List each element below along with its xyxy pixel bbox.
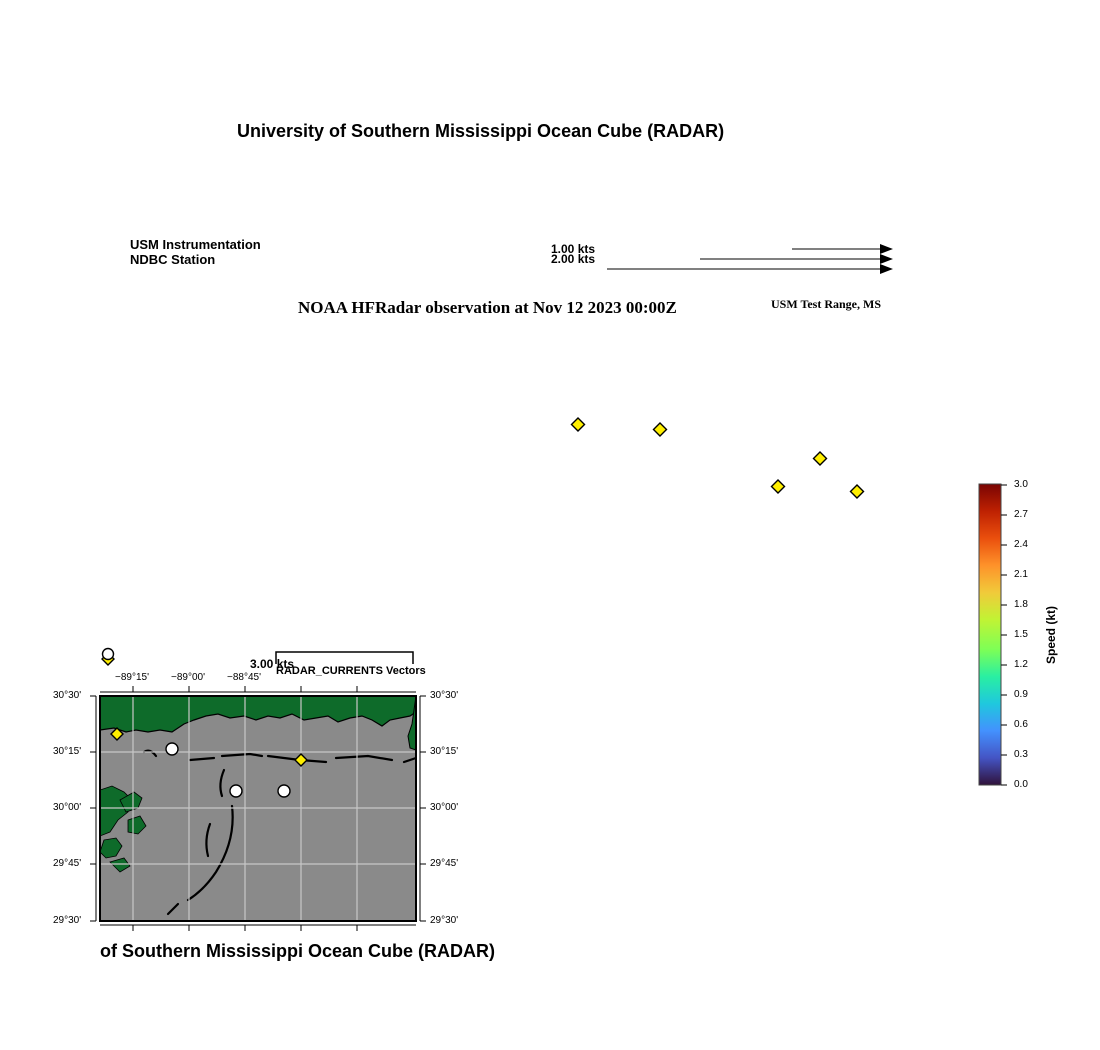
lat-label-right: 29°45' [430, 858, 459, 869]
map-bottom-title: of Southern Mississippi Ocean Cube (RADAR) [100, 941, 496, 961]
map-usm-marker [278, 785, 290, 797]
lat-label-left: 30°30' [53, 690, 82, 701]
colorbar-tick: 0.3 [1014, 749, 1028, 760]
lat-label-right: 30°00' [430, 802, 459, 813]
vector-scale-label-2kt: 2.00 kts [551, 252, 596, 266]
colorbar-tick: 0.9 [1014, 689, 1028, 700]
colorbar-tick: 1.8 [1014, 599, 1028, 610]
colorbar-tick: 3.0 [1014, 479, 1028, 490]
colorbar-tick: 0.6 [1014, 719, 1028, 730]
map-scale-label: 3.00 kts [250, 657, 295, 671]
gulf-coast-map [90, 686, 426, 931]
vector-scale-arrows [607, 244, 893, 274]
ndbc-station-marker [654, 423, 667, 436]
scale-arrowhead-3kt [880, 264, 893, 274]
colorbar-tick: 2.7 [1014, 509, 1028, 520]
lat-label-left: 29°30' [53, 915, 82, 926]
scale-arrowhead-1kt [880, 244, 893, 254]
ndbc-station-marker [572, 418, 585, 431]
test-range-label: USM Test Range, MS [771, 297, 882, 311]
lat-label-left: 29°45' [53, 858, 82, 869]
observation-subtitle: NOAA HFRadar observation at Nov 12 2023 00:00Z [298, 298, 677, 317]
ndbc-station-marker [814, 452, 827, 465]
floating-ndbc-markers [102, 418, 864, 665]
scale-arrowhead-2kt [880, 254, 893, 264]
colorbar-gradient [979, 484, 1001, 785]
colorbar-tick: 0.0 [1014, 779, 1028, 790]
map-usm-marker [230, 785, 242, 797]
ndbc-station-marker [851, 485, 864, 498]
legend-usm-marker [103, 649, 114, 660]
map-scale-box [276, 652, 413, 664]
colorbar-tick: 1.2 [1014, 659, 1028, 670]
page-title: University of Southern Mississippi Ocean Cube (RADAR) [237, 121, 725, 141]
legend-usm-instrumentation: USM Instrumentation [130, 237, 261, 252]
speed-colorbar [979, 484, 1007, 785]
colorbar-tick: 2.1 [1014, 569, 1028, 580]
lon-label: −89°00' [171, 672, 205, 683]
colorbar-tick: 1.5 [1014, 629, 1028, 640]
lat-label-left: 30°15' [53, 746, 82, 757]
lat-label-right: 30°30' [430, 690, 459, 701]
lat-label-right: 30°15' [430, 746, 459, 757]
lat-label-left: 30°00' [53, 802, 82, 813]
map-vector-label: RADAR_CURRENTS Vectors [276, 665, 426, 677]
vector-scale-label-1kt: 1.00 kts [551, 242, 596, 256]
colorbar-tick: 2.4 [1014, 539, 1028, 550]
lon-label: −89°15' [115, 672, 149, 683]
map-usm-marker [166, 743, 178, 755]
colorbar-label: Speed (kt) [1044, 606, 1058, 665]
lon-label: −88°45' [227, 672, 261, 683]
ndbc-station-marker [772, 480, 785, 493]
lat-label-right: 29°30' [430, 915, 459, 926]
legend-ndbc-station: NDBC Station [130, 252, 216, 267]
